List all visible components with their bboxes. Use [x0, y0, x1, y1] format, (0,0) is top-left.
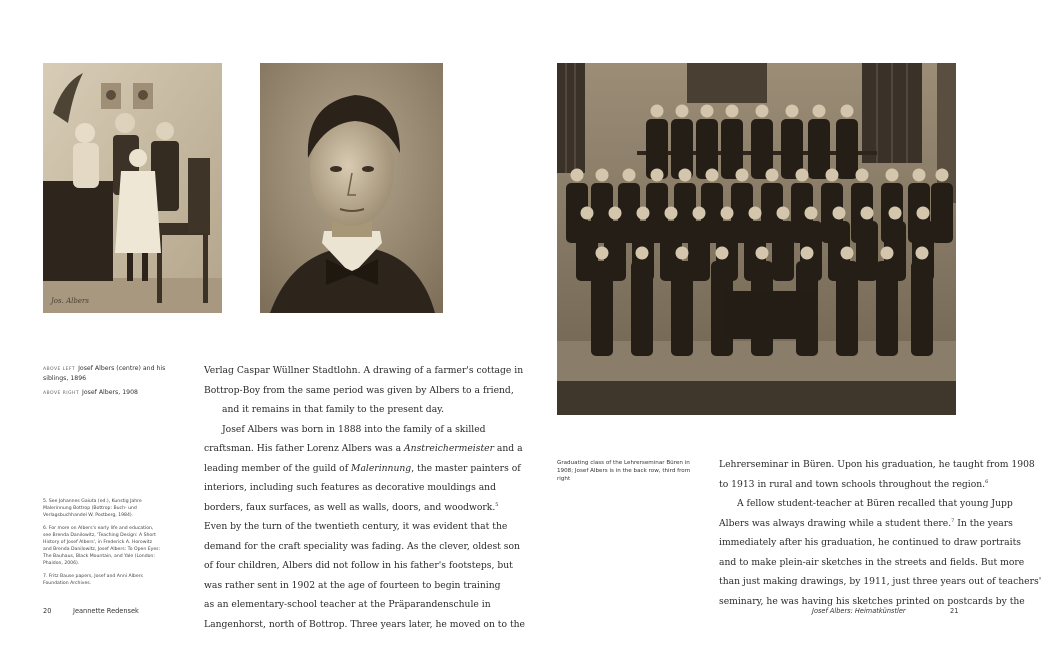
class-member-head	[766, 169, 779, 182]
class-member-head	[676, 247, 689, 260]
running-head-author: Jeannette Redensek	[73, 607, 139, 615]
class-member-head	[706, 169, 719, 182]
text-line: was rather sent in 1902 at the age of fourteen to begin training	[204, 579, 501, 591]
class-member-head	[841, 247, 854, 260]
footnote-5: 5. See Johannes Gaiuta (ed.), Kunstig Jahre Malerinnung Bottrop (Bottrop: Buch- und Verlagsbuchhandel W. Postberg, 1984).	[43, 499, 142, 518]
class-member-head	[826, 169, 839, 182]
class-member-head	[756, 247, 769, 260]
class-member-head	[913, 169, 926, 182]
family-photo	[43, 63, 222, 313]
class-member-head	[801, 247, 814, 260]
text-line: Even by the turn of the twentieth century, it was evident that the	[204, 521, 508, 532]
class-member-head	[756, 105, 769, 118]
text-line: immediately after his graduation, he continued to draw portraits	[719, 537, 1021, 548]
class-member-head	[596, 247, 609, 260]
caption-family-photo	[43, 364, 173, 383]
class-member-head	[841, 105, 854, 118]
class-member-head	[651, 169, 664, 182]
portrait-photo	[260, 63, 443, 313]
footnotes	[43, 498, 161, 593]
text-line: craftsman. His father Lorenz Albers was a Anstreichermeister and a	[204, 443, 523, 454]
class-member-head	[571, 169, 584, 182]
class-member-head	[679, 169, 692, 182]
class-member-head	[636, 247, 649, 260]
text-line: A fellow student-teacher at Büren recalled that young Jupp	[737, 498, 1013, 509]
page-number-right: 21	[950, 607, 959, 615]
footnote-7: 7. Fritz Bause papers, Josef and Anni Albers Foundation Archives.	[43, 574, 143, 586]
footnote-6: 6. For more on Albers's early life and education, see Brenda Danilowitz, 'Teaching Design: A Short History of Josef Albers', in Frederick A. Horowitz and Brenda Danilowitz, Josef Albers: To Open Eyes: The Bauhaus, Black Mountain, and Yale (London: Phaidon, 2006).	[43, 526, 161, 566]
class-member-head	[833, 207, 846, 220]
class-member-body	[836, 119, 858, 179]
body-column-left	[204, 361, 525, 634]
text-line: Langenhorst, north of Bottrop. Three years later, he moved on to the	[204, 618, 525, 630]
text-line: borders, faux surfaces, as well as walls, doors, and woodwork.$^5$	[204, 501, 499, 513]
graduating-class-photo	[557, 63, 956, 415]
text-line: and to make plein-air sketches in the streets and fields. But more	[719, 556, 1025, 568]
caption-text: Graduating class of the Lehrerseminar Büren in 1908; Josef Albers is in the back row, third from right	[557, 460, 691, 482]
text-line: Josef Albers was born in 1888 into the family of a skilled	[222, 423, 486, 435]
class-member-head	[736, 169, 749, 182]
running-head-title: Josef Albers: Heimatkünstler	[812, 607, 906, 615]
class-member-head	[726, 105, 739, 118]
caption-text: Josef Albers (centre) and his siblings, 1896	[43, 365, 166, 382]
caption-position-label: ABOVE LEFT	[43, 367, 76, 372]
class-member-head	[881, 247, 894, 260]
class-member-body	[808, 119, 830, 179]
class-member-head	[917, 207, 930, 220]
term-malerinnung: Malerinnung	[351, 462, 412, 474]
class-member-head	[886, 169, 899, 182]
text-line: Lehrerseminar in Büren. Upon his graduation, he taught from 1908	[719, 459, 1035, 470]
class-member-head	[889, 207, 902, 220]
class-member-head	[637, 207, 650, 220]
text-line: as an elementary-school teacher at the Präparandenschule in	[204, 599, 491, 610]
class-member-head	[665, 207, 678, 220]
class-member-head	[813, 105, 826, 118]
class-member-head	[596, 169, 609, 182]
class-member-head	[701, 105, 714, 118]
class-member-body	[836, 261, 858, 356]
class-member-body	[856, 221, 878, 281]
class-member-body	[671, 261, 693, 356]
class-member-body	[931, 183, 953, 243]
class-member-head	[651, 105, 664, 118]
class-member-head	[796, 169, 809, 182]
footnote-ref-7: 7	[951, 517, 955, 524]
class-member-body	[631, 261, 653, 356]
text-line: of four children, Albers did not follow in his father's footsteps, but	[204, 560, 513, 571]
class-member-head	[693, 207, 706, 220]
class-member-head	[581, 207, 594, 220]
text-line: interiors, including such features as decorative mouldings and	[204, 482, 496, 493]
class-member-head	[749, 207, 762, 220]
class-member-head	[721, 207, 734, 220]
term-anstreichermeister: Anstreichermeister	[404, 443, 494, 454]
class-member-head	[916, 247, 929, 260]
footnote-ref-6: 6	[985, 478, 989, 485]
text-line: to 1913 in rural and town schools throughout the region.$^6$	[719, 478, 989, 490]
class-member-head	[777, 207, 790, 220]
class-member-body	[876, 261, 898, 356]
text-line: Bottrop-Boy from the same period was given by Albers to a friend,	[204, 384, 514, 396]
footnote-ref-5: 5	[495, 501, 499, 508]
text-line: seminary, he was having his sketches printed on postcards by the	[719, 595, 1025, 607]
class-member-head	[716, 247, 729, 260]
class-member-body	[911, 261, 933, 356]
text-line: leading member of the guild of Malerinnung, the master painters of	[204, 462, 521, 474]
class-member-head	[936, 169, 949, 182]
caption-position-label: ABOVE RIGHT	[43, 391, 80, 396]
text-line: Verlag Caspar Wüllner Stadtlohn. A drawing of a farmer's cottage in	[204, 365, 524, 376]
caption-portrait-photo	[43, 388, 173, 398]
class-member-body	[772, 221, 794, 281]
text-line: demand for the craft speciality was fading. As the clever, oldest son	[204, 540, 520, 552]
class-member-head	[805, 207, 818, 220]
caption-text: Josef Albers, 1908	[82, 389, 138, 396]
class-member-head	[676, 105, 689, 118]
class-member-head	[623, 169, 636, 182]
caption-class-photo	[557, 459, 697, 483]
page-number-left: 20	[43, 607, 52, 615]
photo-signature: Jos. Albers	[51, 297, 89, 305]
class-member-body	[591, 261, 613, 356]
text-line: Albers was always drawing while a student there.$^7$ In the years	[719, 517, 1013, 529]
text-line: than just making drawings, by 1911, just three years out of teachers'	[719, 576, 1041, 587]
class-member-head	[861, 207, 874, 220]
text-line: and it remains in that family to the present day.	[222, 404, 445, 415]
class-member-head	[856, 169, 869, 182]
class-member-head	[609, 207, 622, 220]
class-member-head	[786, 105, 799, 118]
